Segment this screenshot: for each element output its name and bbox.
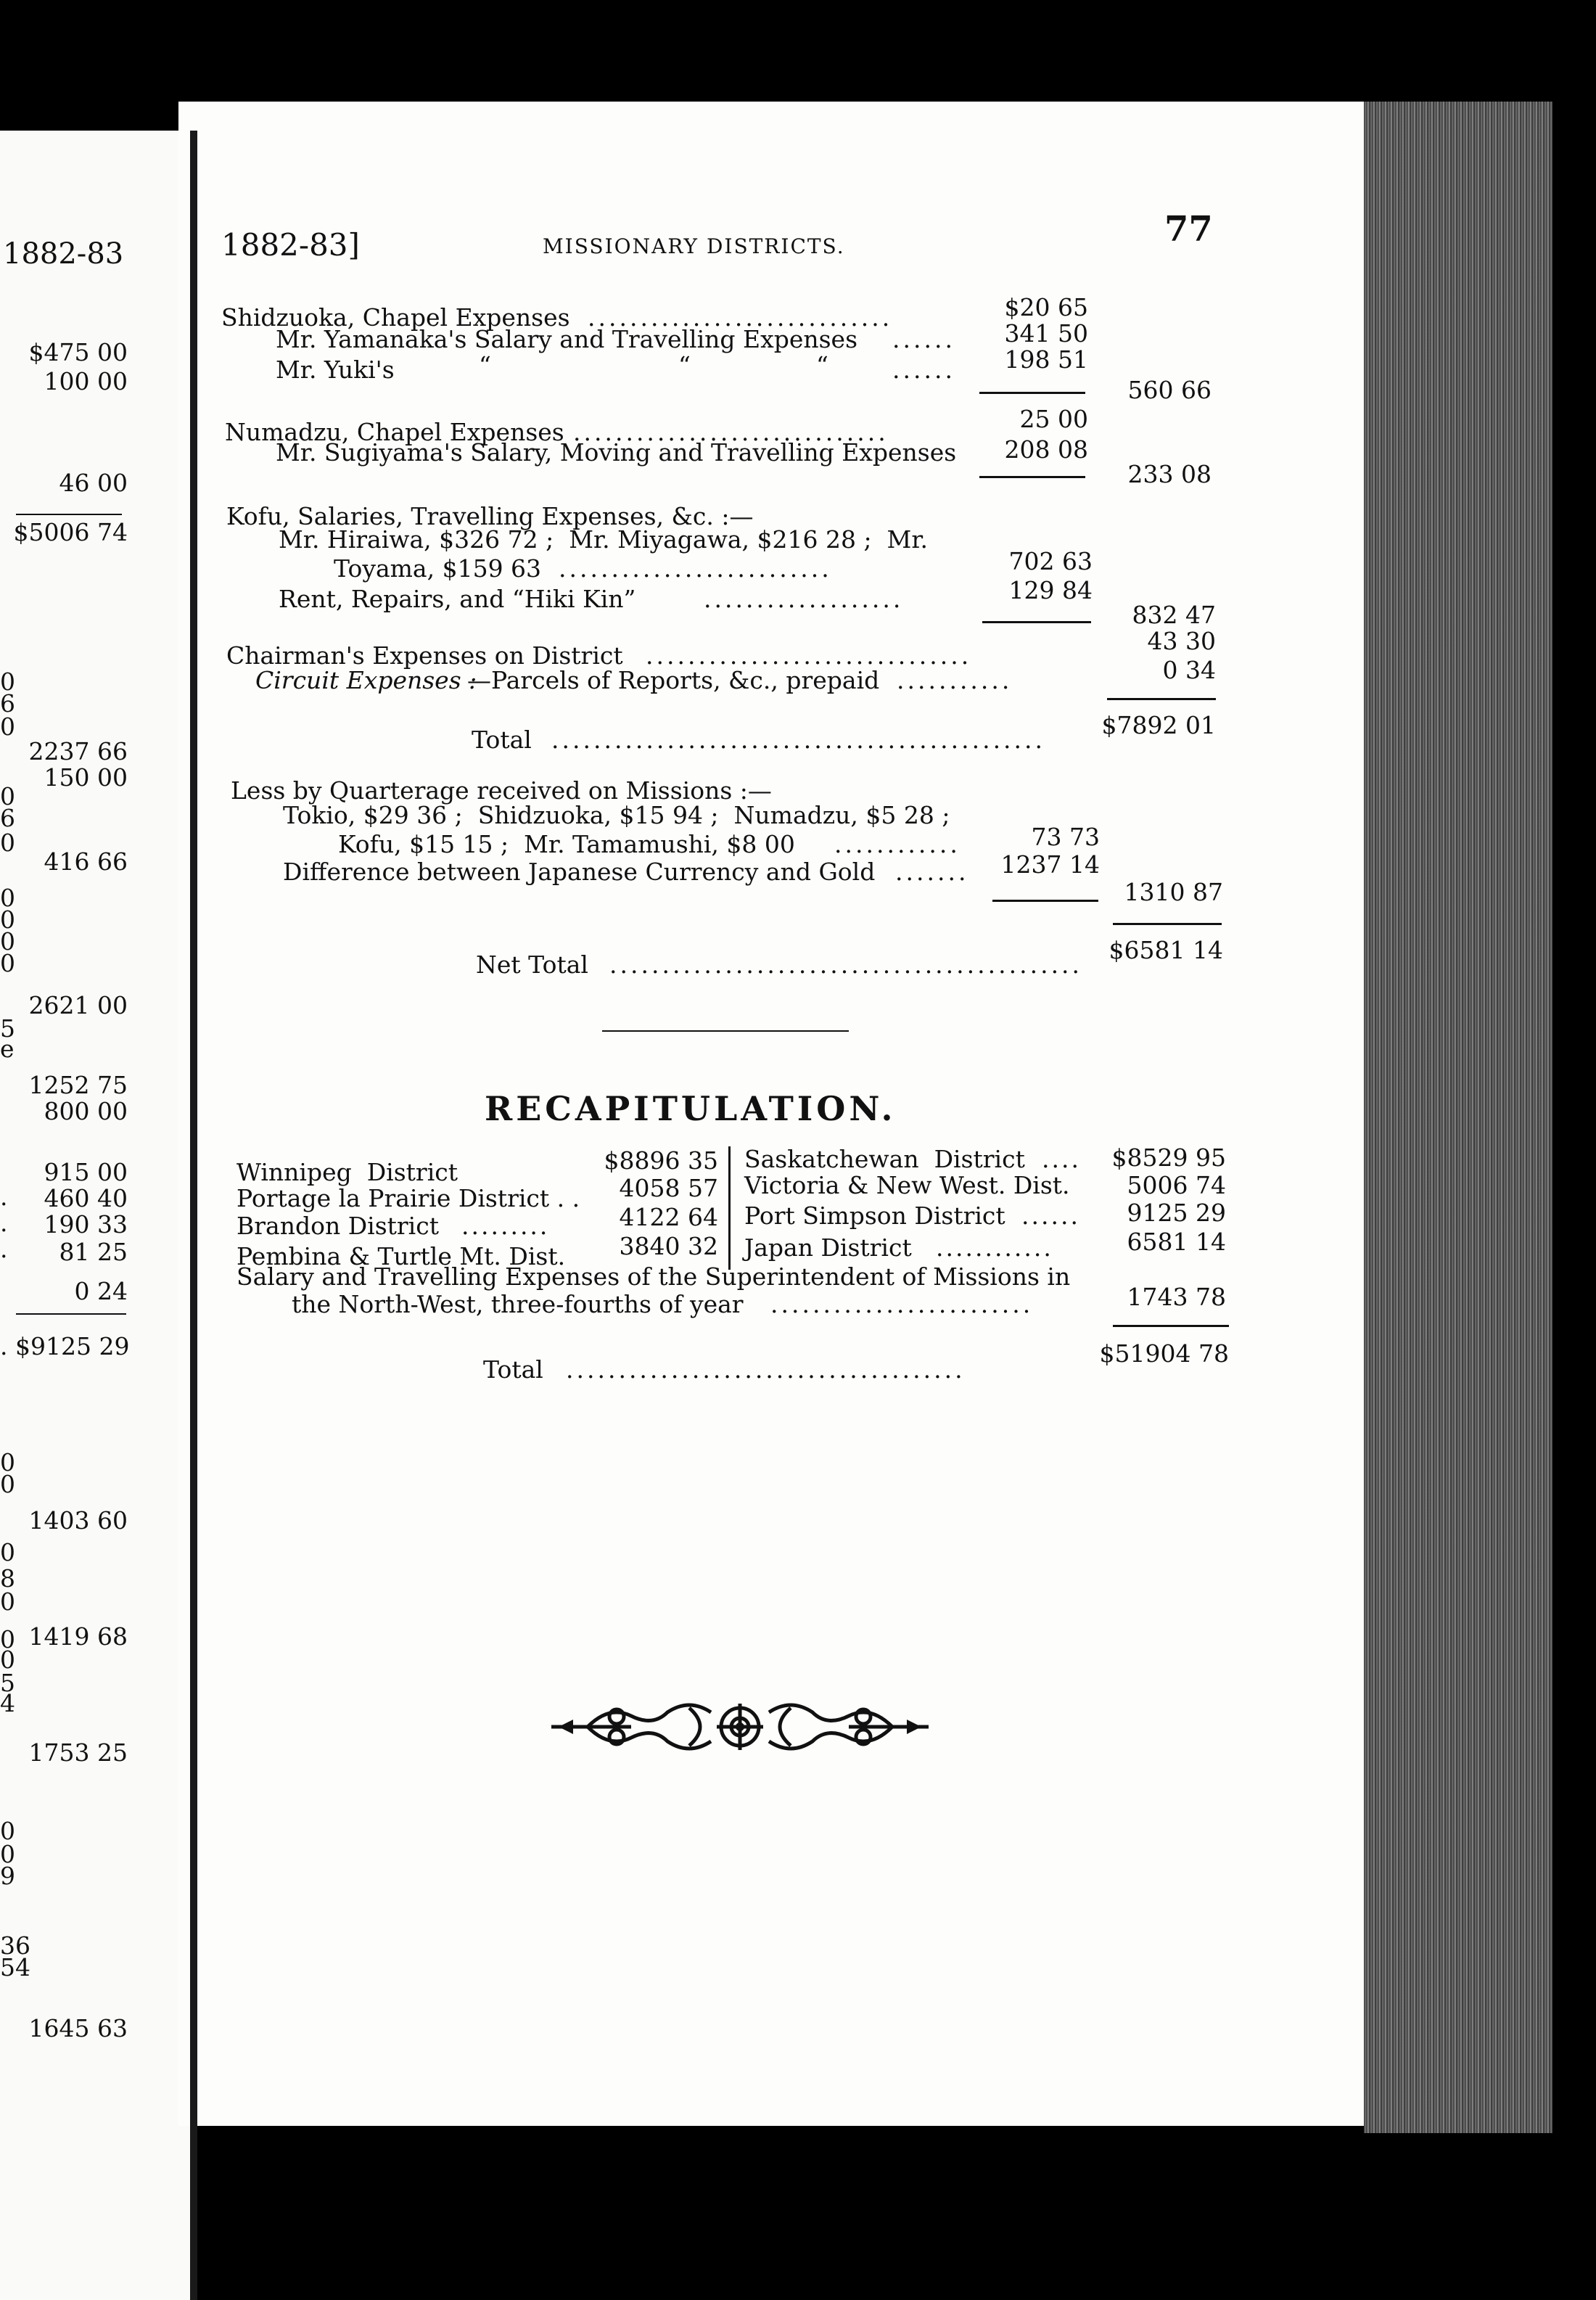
left-page-year: 1882-83 [3, 237, 124, 271]
left-page-edge-fragment: 0 [0, 1625, 15, 1654]
leader-dots: ...... [892, 356, 955, 384]
leader-dots: .......................... [559, 554, 832, 583]
sugiyama-amount: 208 08 [1004, 435, 1088, 464]
circuit-expenses-detail: —Parcels of Reports, &c., prepaid [467, 666, 880, 694]
leader-dots: .... [1042, 1145, 1081, 1173]
left-page-edge-fragment: 0 [0, 1538, 15, 1566]
kofu-rent-amount: 129 84 [1008, 576, 1093, 604]
left-page-edge-fragment: 0 [0, 1817, 15, 1845]
recapitulation-title: RECAPITULATION. [485, 1089, 897, 1128]
page-number: 77 [1164, 209, 1213, 250]
recap-pembina-label: Pembina & Turtle Mt. Dist. [236, 1242, 566, 1270]
kofu-total: 832 47 [1132, 601, 1216, 629]
shidzuoka-chapel-label: Shidzuoka, Chapel Expenses [221, 303, 570, 332]
circuit-expenses-amount: 0 34 [1162, 656, 1216, 684]
left-page-edge-fragment: e [0, 1035, 15, 1063]
left-page-edge-fragment: 9 [0, 1862, 15, 1890]
chairman-label: Chairman's Expenses on District [226, 641, 623, 670]
yamanaka-amount: 341 50 [1004, 319, 1088, 348]
left-page-amount: 150 00 [44, 763, 128, 792]
left-page-edge-fragment: 5 [0, 1014, 15, 1043]
left-page-amount: 1753 25 [28, 1738, 128, 1767]
left-page-amount: $475 00 [28, 338, 128, 366]
left-page-edge-fragment: 0 [0, 949, 15, 977]
left-page-edge-fragment: 0 [0, 1588, 15, 1616]
left-page-edge-fragment: 5 [0, 1669, 15, 1697]
recap-winnipeg-label: Winnipeg District [236, 1158, 458, 1186]
subtotal-rule [979, 392, 1085, 394]
left-rule-2 [16, 1313, 126, 1315]
recap-salary-line-2: the North-West, three-fourths of year [292, 1290, 744, 1318]
left-page-amount: . $9125 29 [0, 1332, 130, 1360]
net-total-label: Net Total [476, 950, 588, 979]
ditto-mark: “ [479, 351, 491, 379]
recap-pembina-amount: 3840 32 [619, 1232, 718, 1260]
left-page-amount: 81 25 [59, 1238, 128, 1266]
leader-dots: ............................................. [609, 950, 1083, 979]
subtotal-rule [992, 900, 1098, 902]
leader-dots: ....... [895, 858, 969, 886]
shidzuoka-total: 560 66 [1127, 376, 1212, 404]
recap-portage-label: Portage la Prairie District . . [236, 1184, 580, 1212]
left-page-amount: 1419 68 [28, 1622, 128, 1651]
ditto-mark: “ [678, 351, 691, 379]
leader-dots: ......... [461, 1212, 550, 1240]
left-page-edge-fragment: 0 [0, 905, 15, 934]
left-page-edge-fragment: 0 [0, 884, 15, 912]
recap-total-amount: $51904 78 [1099, 1339, 1229, 1368]
chairman-amount: 43 30 [1147, 627, 1216, 655]
less-heading: Less by Quarterage received on Missions :— [231, 776, 772, 805]
recap-brandon-label: Brandon District [236, 1212, 439, 1240]
left-page-amount: 1252 75 [28, 1071, 128, 1099]
leader-dots: ...... [1021, 1202, 1080, 1230]
leader-dots: ............ [936, 1233, 1053, 1262]
left-page-edge-fragment: . [0, 1209, 8, 1237]
kofu-heading: Kofu, Salaries, Travelling Expenses, &c. :— [226, 502, 754, 530]
left-page-edge-fragment: 8 [0, 1564, 15, 1593]
less-total: 1310 87 [1124, 878, 1223, 906]
left-page-edge-fragment: 54 [0, 1953, 30, 1981]
left-page-edge-fragment: 0 [0, 1470, 15, 1498]
recap-port-simpson-amount: 9125 29 [1127, 1199, 1226, 1227]
ditto-mark: “ [816, 351, 828, 379]
less-quarterage-amount: 73 73 [1031, 823, 1100, 851]
recap-saskatchewan-amount: $8529 95 [1111, 1143, 1226, 1172]
yamanaka-label: Mr. Yamanaka's Salary and Travelling Expenses [276, 325, 858, 353]
left-rule-1 [16, 514, 122, 515]
total-rule [1107, 698, 1216, 700]
leader-dots: ............ [834, 830, 961, 858]
circuit-expenses-label: Circuit Expenses : [255, 666, 477, 694]
left-page-amount: 915 00 [44, 1158, 128, 1186]
recap-brandon-amount: 4122 64 [619, 1203, 718, 1231]
running-head-title: MISSIONARY DISTRICTS. [543, 234, 845, 258]
less-kofu-detail: Kofu, $15 15 ; Mr. Tamamushi, $8 00 [338, 830, 795, 858]
left-page-amount: 416 66 [44, 847, 128, 876]
yuki-label: Mr. Yuki's [276, 356, 395, 384]
shidzuoka-chapel-amount: $20 65 [1004, 293, 1088, 321]
book-gutter [190, 131, 197, 2300]
numadzu-chapel-label: Numadzu, Chapel Expenses [225, 418, 564, 446]
recap-total-label: Total [483, 1355, 543, 1384]
kofu-missionaries: Mr. Hiraiwa, $326 72 ; Mr. Miyagawa, $216 28 ; Mr. [279, 525, 928, 554]
left-page-edge-fragment: . [0, 1235, 8, 1263]
left-page-edge-fragment: . [0, 1183, 8, 1211]
total-rule [1113, 1325, 1229, 1327]
kofu-salaries-amount: 702 63 [1008, 547, 1093, 575]
recap-salary-line-1: Salary and Travelling Expenses of the Superintendent of Missions in [236, 1262, 1071, 1291]
left-page-amount: 460 40 [44, 1184, 128, 1212]
left-page-edge-fragment: 0 [0, 1840, 15, 1868]
recap-victoria-amount: 5006 74 [1127, 1171, 1226, 1199]
left-page-amount: 1403 60 [28, 1506, 128, 1535]
left-page-amount: 0 24 [74, 1277, 128, 1305]
left-page-edge-fragment: 36 [0, 1931, 30, 1960]
left-page-amount: 2237 66 [28, 737, 128, 765]
kofu-rent-label: Rent, Repairs, and “Hiki Kin” [279, 585, 636, 613]
currency-difference-label: Difference between Japanese Currency and Gold [283, 858, 876, 886]
toyama-label: Toyama, $159 63 [334, 554, 542, 583]
left-page-edge-fragment: 0 [0, 927, 15, 956]
recap-saskatchewan-label: Saskatchewan District [744, 1145, 1025, 1173]
recap-japan-label: Japan District [744, 1233, 912, 1262]
left-page-amount: 100 00 [44, 367, 128, 395]
recap-salary-amount: 1743 78 [1127, 1283, 1226, 1311]
section-divider [602, 1030, 849, 1032]
left-page-edge-fragment: 0 [0, 782, 15, 810]
net-total-amount: $6581 14 [1108, 936, 1223, 964]
left-page-edge-fragment: 6 [0, 804, 15, 832]
left-page-amount: 2621 00 [28, 991, 128, 1019]
leader-dots: ................... [704, 585, 904, 613]
total-label: Total [472, 726, 532, 754]
leader-dots: ...................................... [566, 1355, 966, 1384]
left-page-edge-fragment: 0 [0, 829, 15, 857]
leader-dots: ...... [892, 325, 955, 353]
numadzu-total: 233 08 [1127, 460, 1212, 488]
sugiyama-label: Mr. Sugiyama's Salary, Moving and Travelling Expenses [276, 438, 957, 467]
currency-difference-amount: 1237 14 [1000, 850, 1100, 879]
recap-japan-amount: 6581 14 [1127, 1228, 1226, 1256]
left-page-edge-fragment: 6 [0, 689, 15, 718]
leader-dots: ......................... [770, 1290, 1034, 1318]
left-page-amount: 46 00 [59, 469, 128, 497]
decorative-ornament-icon [544, 1691, 936, 1763]
leader-dots: .............................. [573, 418, 889, 446]
recap-column-separator [728, 1146, 731, 1270]
leader-dots: ............................... [646, 641, 972, 670]
leader-dots: ............................................... [551, 726, 1046, 754]
recap-winnipeg-amount: $8896 35 [604, 1146, 718, 1175]
subtotal-rule [979, 476, 1085, 478]
left-page-edge-fragment: 4 [0, 1689, 15, 1717]
left-page-amount: 190 33 [44, 1210, 128, 1239]
leader-dots: ............................. [588, 303, 893, 332]
running-head-year: 1882-83] [221, 227, 360, 263]
total-rule [1113, 923, 1222, 925]
less-quarterage-detail: Tokio, $29 36 ; Shidzuoka, $15 94 ; Numadzu, $5 28 ; [283, 801, 950, 829]
left-page-edge-fragment: 0 [0, 1646, 15, 1674]
recap-port-simpson-label: Port Simpson District [744, 1202, 1005, 1230]
page-edges [1364, 102, 1552, 2133]
total-amount: $7892 01 [1101, 711, 1216, 739]
left-page-amount: 800 00 [44, 1097, 128, 1125]
numadzu-chapel-amount: 25 00 [1019, 405, 1088, 433]
leader-dots: ........... [897, 666, 1013, 694]
subtotal-rule [982, 621, 1091, 623]
left-page-amount: 1645 63 [28, 2014, 128, 2042]
recap-portage-amount: 4058 57 [619, 1174, 718, 1202]
recap-victoria-label: Victoria & New West. Dist. [744, 1171, 1070, 1199]
yuki-amount: 198 51 [1004, 345, 1088, 374]
left-page-amount: $5006 74 [13, 518, 128, 546]
left-page-edge-fragment: 0 [0, 1448, 15, 1476]
left-page-edge-fragment: 0 [0, 712, 15, 741]
left-page-edge-fragment: 0 [0, 668, 15, 696]
